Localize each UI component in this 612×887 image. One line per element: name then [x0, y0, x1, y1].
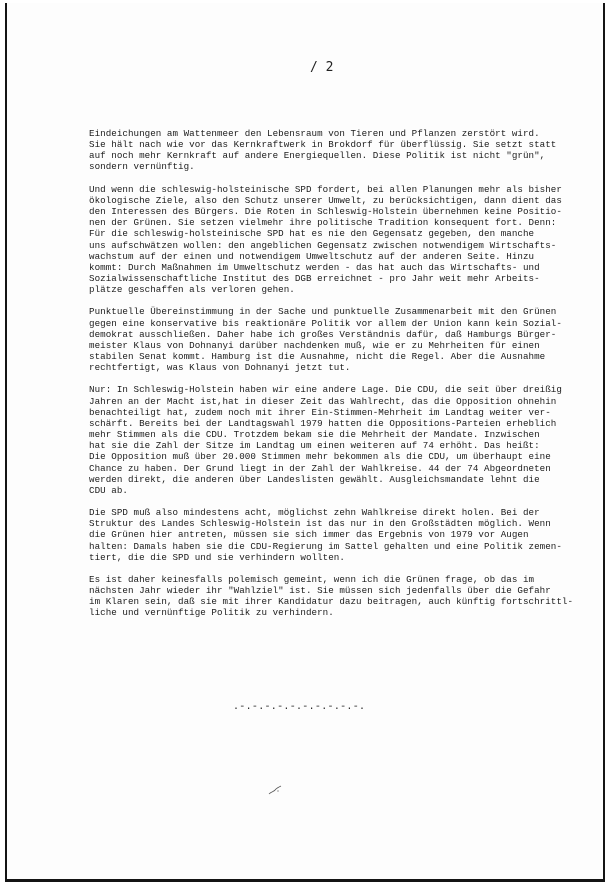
paragraph	[89, 128, 573, 173]
paragraph	[89, 384, 573, 496]
text-line: den Interessen des Bürgers. Die Roten in Schleswig-Holstein übernehmen keine Positio-	[89, 206, 562, 218]
text-line: meister Klaus von Dohnanyi darüber nachdenken muß, wie er zu Mehrheiten für einen	[89, 339, 540, 351]
text-line: uns aufschwätzen wollen: den angeblichen Gegensatz zwischen notwendigem Wirtschafts-	[89, 239, 557, 251]
text-line: demokrat ausschließen. Daher habe ich großes Verständnis dafür, daß Hamburgs Bürger-	[89, 328, 557, 340]
text-line: Sozialwissenschaftliche Institut des DGB erreichnet - pro Jahr weit mehr Arbeits-	[89, 272, 540, 284]
text-line: tiert, die die SPD und sie verhindern wollten.	[89, 551, 345, 563]
text-line: Eindeichungen am Wattenmeer den Lebensraum von Tieren und Pflanzen zerstört wird.	[89, 128, 540, 139]
text-line: auf noch mehr Kernkraft auf andere Energiequellen. Diese Politik ist nicht "grün",	[89, 150, 546, 162]
text-line: benachteiligt hat, zudem noch mit ihrer Ein-Stimmen-Mehrheit im Landtag weiter ver-	[89, 406, 551, 418]
page-number: / 2	[310, 60, 334, 75]
text-line: hat sie die Zahl der Sitze im Landtag um einen weiteren auf 74 erhöht. Das heißt:	[89, 440, 540, 452]
text-line: Für die schleswig-holsteinische SPD hat es nie den Gegensatz gegeben, den manche	[89, 228, 535, 240]
text-line: im Klaren sein, daß sie mit ihrer Kandidatur dazu beitragen, auch künftig fortschrittl-	[89, 596, 574, 608]
text-line: Jahren an der Macht ist,hat in dieser Zeit das Wahlrecht, das die Opposition ohnehin	[89, 395, 557, 407]
text-line: Und wenn die schleswig-holsteinische SPD fordert, bei allen Planungen mehr als bisher	[89, 183, 562, 195]
text-line: plätze geschaffen als verloren gehen.	[89, 284, 295, 296]
text-line: Punktuelle Übereinstimmung in der Sache und punktuelle Zusammenarbeit mit den Grünen	[89, 306, 557, 318]
text-line: Nur: In Schleswig-Holstein haben wir eine andere Lage. Die CDU, die seit über dreißig	[89, 384, 562, 396]
text-line: nächsten Jahr wieder ihr "Wahlziel" ist. Sie müssen sich jedenfalls über die Gefahr	[89, 585, 551, 597]
paragraph	[89, 306, 573, 373]
end-separator: .-.-.-.-.-.-.-.-.-.-.	[233, 702, 366, 713]
text-line: kommt: Durch Maßnahmen im Umweltschutz werden - das hat auch das Wirtschafts- und	[89, 261, 540, 273]
text-line: stabilen Senat kommt. Hamburg ist die Ausnahme, nicht die Regel. Aber die Ausnahme	[89, 351, 546, 362]
text-line: Chance zu haben. Der Grund liegt in der Zahl der Wahlkreise. 44 der 74 Abgeordneten	[89, 462, 551, 474]
text-line: sondern vernünftig.	[89, 161, 195, 173]
text-line: rechtfertigt, was Klaus von Dohnanyi jetzt tut.	[89, 362, 351, 374]
text-line: nen der Grünen. Sie setzen vielmehr ihre politische Tradition konsequent fort. Denn:	[89, 217, 557, 229]
pen-smudge-mark	[268, 785, 282, 795]
text-line: gegen eine konservative bis reaktionäre Politik vor allem der Union kann kein Sozial-	[89, 317, 562, 329]
body-text	[89, 128, 573, 630]
text-line: Die Opposition muß über 20.000 Stimmen mehr bekommen als die CDU, um überhaupt eine	[89, 451, 551, 463]
paragraph	[89, 574, 573, 619]
text-line: Sie hält nach wie vor das Kernkraftwerk in Brokdorf für überflüssig. Sie setzt statt	[89, 139, 557, 151]
text-line: liche und vernünftige Politik zu verhindern.	[89, 607, 334, 619]
paragraph	[89, 507, 573, 563]
text-line: die Grünen hier antreten, müssen sie sich immer das Ergebnis von 1979 vor Augen	[89, 529, 529, 541]
text-line: Die SPD muß also mindestens acht, möglichst zehn Wahlkreise direkt holen. Bei der	[89, 507, 540, 519]
text-line: mehr Stimmen als die CDU. Trotzdem bekam sie die Mehrheit der Mandate. Inzwischen	[89, 429, 540, 441]
text-line: halten: Damals haben sie die CDU-Regierung im Sattel gehalten und eine Politik zemen-	[89, 540, 562, 552]
text-line: Es ist daher keinesfalls polemisch gemeint, wenn ich die Grünen frage, ob das im	[89, 573, 535, 585]
text-line: wachstum auf der einen und notwendigem Umweltschutz auf der anderen Seite. Hinzu	[89, 250, 535, 262]
paragraph	[89, 184, 573, 296]
text-line: schärft. Bereits bei der Landtagswahl 1979 hatten die Oppositions-Parteien erheblich	[89, 417, 557, 429]
text-line: Struktur des Landes Schleswig-Holstein ist das nur in den Großstädten möglich. Wenn	[89, 518, 551, 530]
text-line: ökologische Ziele, also den Schutz unserer Umwelt, zu berücksichtigen, dann dient das	[89, 194, 562, 206]
text-line: werden direkt, die anderen über Landeslisten gewählt. Ausgleichsmandate lehnt die	[89, 473, 540, 485]
text-line: CDU ab.	[89, 484, 128, 496]
